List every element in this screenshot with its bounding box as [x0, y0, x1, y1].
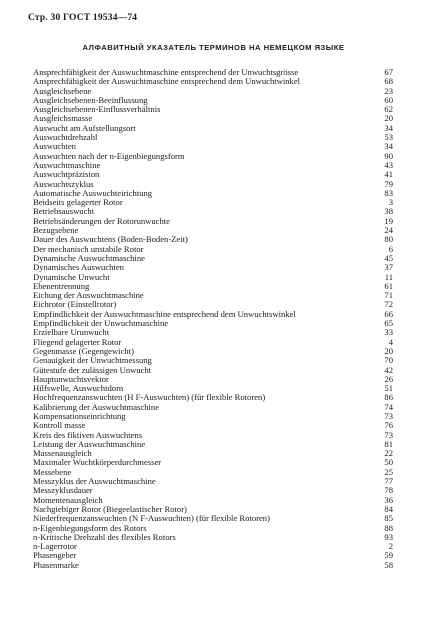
index-entry [33, 263, 393, 272]
index-entry [33, 68, 393, 77]
entry-term: Phasenmarke [33, 560, 79, 570]
index-title: АЛФАВИТНЫЙ УКАЗАТЕЛЬ ТЕРМИНОВ НА НЕМЕЦКОМ ЯЗЫКЕ [82, 43, 345, 52]
entry-term: Betriebsänderungen der Rotorunwuchte [33, 216, 170, 226]
index-entry [33, 133, 393, 142]
entry-page-number: 90 [384, 150, 393, 161]
index-entry [33, 458, 393, 467]
entry-term: Auswuchten [33, 142, 76, 152]
entry-term: Messzyklus der Auswuchtmaschine [33, 477, 156, 487]
page-header: Стр. 30 ГОСТ 19534—74 [28, 13, 138, 23]
index-entry [33, 114, 393, 123]
index-entry [33, 440, 393, 449]
entry-page-number: 42 [384, 364, 393, 375]
index-entry [33, 300, 393, 309]
entry-term: Betriebsauswucht [33, 207, 95, 217]
index-entry [33, 142, 393, 151]
entry-term: Auswuchten nach der n-Eigenbiegungsform [33, 151, 185, 161]
entry-page-number: 60 [384, 94, 393, 105]
entry-page-number: 79 [384, 178, 393, 189]
entry-term: Eichung der Auswuchtmaschine [33, 291, 144, 301]
entry-page-number: 6 [388, 243, 393, 254]
entry-term: Kompensationseinrichtung [33, 411, 126, 421]
entry-term: Erzielbare Urunwucht [33, 328, 110, 338]
entry-page-number: 77 [384, 476, 393, 487]
index-entry [33, 561, 393, 570]
entry-page-number: 24 [384, 225, 393, 236]
entry-term: Phasengeber [33, 551, 77, 561]
entry-page-number: 88 [384, 522, 393, 533]
entry-term: Messebene [33, 467, 72, 477]
entry-term: Messzyklusdauer [33, 486, 93, 496]
entry-term: Hochfrequenzanswuchten (H F-Auswuchten) (für flexible Rotoren) [33, 393, 266, 403]
index-entry [33, 431, 393, 440]
entry-term: Auswucht am Aufstellungsort [33, 123, 136, 133]
entry-page-number: 86 [384, 392, 393, 403]
entry-term: Genauigkeit der Unwuchtmessung [33, 356, 152, 366]
entry-term: Ansprechfähigkeit der Auswuchtmaschine entsprechend der Unwuchtsgrösse [33, 68, 299, 77]
entry-term: Ausgleichsebenen-Beeinflussung [33, 95, 148, 105]
entry-term: Dynamische Auswuchtmaschine [33, 253, 145, 263]
index-entry [33, 161, 393, 170]
entry-page-number: 53 [384, 132, 393, 143]
index-entry [33, 421, 393, 430]
entry-page-number: 33 [384, 327, 393, 338]
index-entry [33, 207, 393, 216]
index-entry [33, 514, 393, 523]
entry-term: Kalibrierung der Auswuchtmaschine [33, 402, 160, 412]
entry-term: Automatische Auswuchteirichtung [33, 188, 153, 198]
entry-page-number: 4 [388, 336, 393, 347]
entry-page-number: 62 [384, 104, 393, 115]
entry-page-number: 84 [384, 503, 393, 514]
index-entry [33, 217, 393, 226]
index-entry [33, 477, 393, 486]
index-entry [33, 328, 393, 337]
entry-term: Gütestufe der zulässigen Unwucht [33, 365, 152, 375]
entry-term: Maximaler Wuchtkörperdurchmesser [33, 458, 162, 468]
entry-page-number: 43 [384, 159, 393, 170]
entry-term: Beidseits gelagerter Rotor [33, 198, 123, 208]
index-entry [33, 226, 393, 235]
entry-page-number: 38 [384, 206, 393, 217]
entry-page-number: 3 [388, 197, 393, 208]
index-entry [33, 180, 393, 189]
index-entry [33, 384, 393, 393]
entry-page-number: 76 [384, 420, 393, 431]
entry-page-number: 26 [384, 373, 393, 384]
entry-term: Ansprechfähigkeit der Auswuchtmaschine entsprechend dem Unwuchtwinkel [33, 77, 301, 87]
entry-term: n-Kritische Drehzahl des flexibles Rotors [33, 532, 176, 542]
index-entry [33, 245, 393, 254]
entry-page-number: 37 [384, 262, 393, 273]
entry-term: n-Eigenbiegungsform des Rotors [33, 523, 147, 533]
term-index-list [33, 68, 393, 570]
index-entry [33, 486, 393, 495]
entry-page-number: 80 [384, 234, 393, 245]
entry-page-number: 2 [388, 541, 393, 552]
entry-term: Der mechanisch unstabile Rotor [33, 244, 144, 254]
entry-page-number: 70 [384, 355, 393, 366]
index-entry [33, 273, 393, 282]
entry-term: Ausgleichsebenen-Einflussverhältnis [33, 105, 161, 115]
entry-page-number: 61 [384, 280, 393, 291]
index-entry [33, 393, 393, 402]
entry-page-number: 23 [384, 85, 393, 96]
entry-page-number: 71 [384, 290, 393, 301]
index-entry [33, 524, 393, 533]
entry-term: Dynamische Unwucht [33, 272, 110, 282]
entry-page-number: 20 [384, 113, 393, 124]
index-entry [33, 235, 393, 244]
entry-page-number: 72 [384, 299, 393, 310]
entry-term: Hilfswelle, Auswuchtdorn [33, 384, 124, 394]
entry-term: Auswuchtszyklus [33, 179, 94, 189]
entry-term: Niederfrequenzanswuchten (N F-Auswuchten) (für flexible Rotoren) [33, 514, 270, 524]
entry-page-number: 50 [384, 457, 393, 468]
index-entry [33, 533, 393, 542]
entry-term: Nachgiebiger Rotor (Biegeelastischer Rotor) [33, 504, 187, 514]
index-entry [33, 291, 393, 300]
entry-term: Hauptunwuchtsvektor [33, 374, 109, 384]
entry-term: Ausgleichsmasse [33, 114, 93, 124]
entry-term: Massenausgleich [33, 449, 92, 459]
entry-page-number: 83 [384, 187, 393, 198]
index-entry [33, 189, 393, 198]
entry-term: Auswuchtmaschine [33, 160, 101, 170]
entry-page-number: 78 [384, 485, 393, 496]
index-entry [33, 338, 393, 347]
index-entry [33, 96, 393, 105]
entry-page-number: 81 [384, 438, 393, 449]
entry-page-number: 45 [384, 252, 393, 263]
index-entry [33, 542, 393, 551]
entry-page-number: 51 [384, 383, 393, 394]
entry-page-number: 67 [384, 67, 393, 77]
entry-page-number: 58 [384, 559, 393, 570]
entry-term: n-Lagerrotor [33, 542, 77, 552]
index-entry [33, 152, 393, 161]
entry-term: Fliegend gelagerter Rotor [33, 337, 122, 347]
entry-term: Auswuchtpräzision [33, 170, 100, 180]
index-entry [33, 319, 393, 328]
index-entry [33, 356, 393, 365]
index-entry [33, 198, 393, 207]
index-entry [33, 375, 393, 384]
entry-term: Kontroll masse [33, 421, 86, 431]
entry-page-number: 73 [384, 429, 393, 440]
index-entry [33, 449, 393, 458]
index-entry [33, 77, 393, 86]
index-entry [33, 551, 393, 560]
entry-term: Dauer des Auswuchtens (Boden-Boden-Zeit) [33, 235, 188, 245]
entry-term: Empfindlichkeit der Auswuchtmaschine entsprechend dem Unwuchtswinkel [33, 309, 296, 319]
entry-term: Gegenmasse (Gegengewicht) [33, 346, 134, 356]
entry-page-number: 74 [384, 401, 393, 412]
entry-page-number: 73 [384, 410, 393, 421]
index-entry [33, 254, 393, 263]
index-entry [33, 310, 393, 319]
entry-page-number: 85 [384, 513, 393, 524]
entry-term: Leistung der Auswuchtmaschine [33, 439, 146, 449]
entry-term: Momentenausgleich [33, 495, 103, 505]
index-entry [33, 105, 393, 114]
entry-page-number: 66 [384, 308, 393, 319]
index-entry [33, 412, 393, 421]
index-entry [33, 87, 393, 96]
entry-page-number: 93 [384, 531, 393, 542]
entry-term: Empfindlichkeit der Unwuchtmaschine [33, 319, 169, 329]
index-entry [33, 505, 393, 514]
entry-page-number: 41 [384, 169, 393, 180]
entry-term: Dynamisches Auswuchten [33, 263, 124, 273]
entry-page-number: 19 [384, 215, 393, 226]
entry-page-number: 22 [384, 448, 393, 459]
entry-page-number: 59 [384, 550, 393, 561]
index-entry [33, 366, 393, 375]
entry-page-number: 34 [384, 122, 393, 133]
entry-term: Kreis des fiktiven Auswuchtens [33, 430, 143, 440]
entry-term: Eichrotor (Einstellrotor) [33, 300, 117, 310]
entry-term: Ausgleichsebene [33, 86, 92, 96]
index-entry [33, 468, 393, 477]
index-entry [33, 347, 393, 356]
entry-page-number: 36 [384, 494, 393, 505]
entry-term: Ebenentrennung [33, 281, 90, 291]
entry-page-number: 65 [384, 318, 393, 329]
index-entry [33, 124, 393, 133]
index-entry [33, 496, 393, 505]
entry-page-number: 11 [384, 271, 393, 282]
entry-page-number: 25 [384, 466, 393, 477]
index-entry [33, 282, 393, 291]
entry-page-number: 68 [384, 76, 393, 87]
entry-term: Auswuchtdrehzahl [33, 133, 98, 143]
entry-page-number: 34 [384, 141, 393, 152]
index-entry [33, 403, 393, 412]
entry-term: Bezugsebene [33, 226, 79, 236]
entry-page-number: 20 [384, 345, 393, 356]
index-entry [33, 170, 393, 179]
